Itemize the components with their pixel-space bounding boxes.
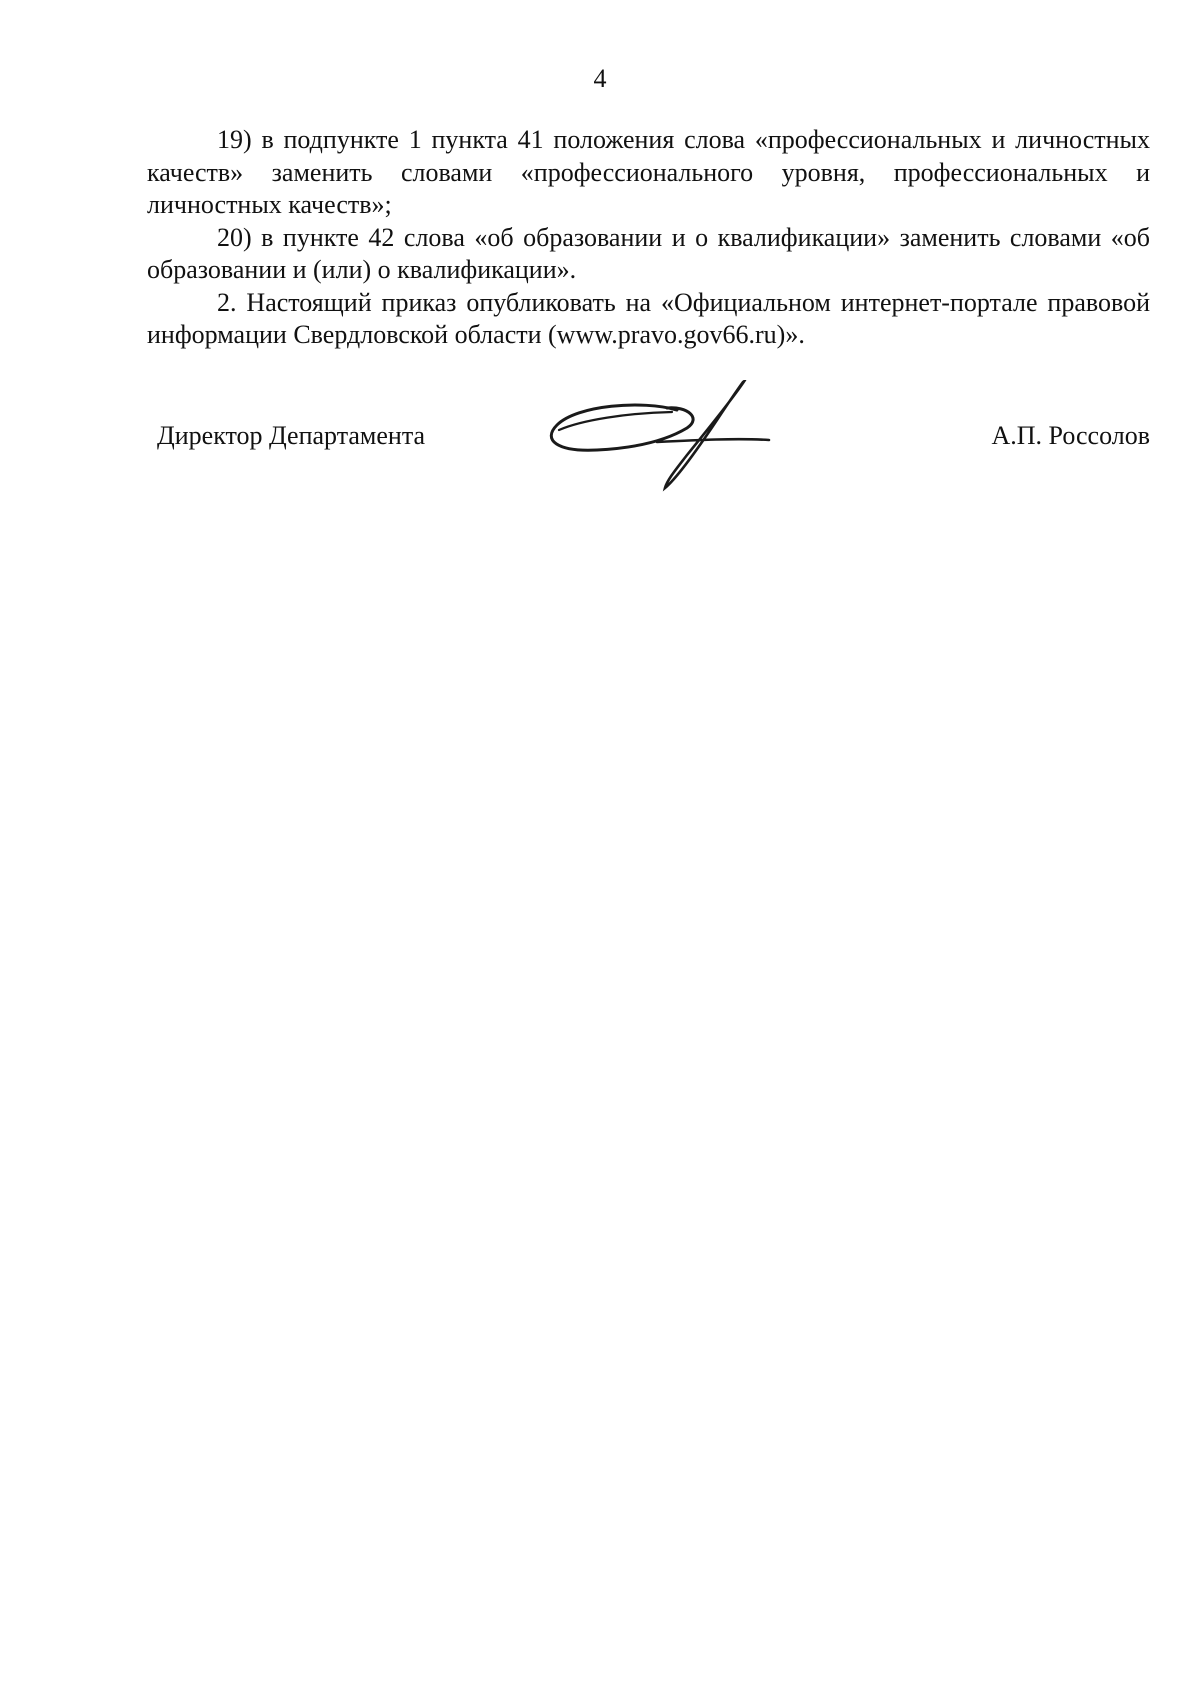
signer-name: А.П. Россолов bbox=[991, 421, 1150, 450]
page-number: 4 bbox=[593, 64, 607, 93]
signer-position: Директор Департамента bbox=[157, 421, 426, 450]
handwritten-signature-icon bbox=[537, 380, 777, 500]
signature-block bbox=[147, 380, 1150, 500]
paragraph-item-20: 20) в пункте 42 слова «об образовании и о квалификации» заменить словами «об образовании и (или) о квалификации». bbox=[147, 222, 1150, 284]
document-body bbox=[147, 124, 1150, 352]
paragraph-item-19: 19) в подпункте 1 пункта 41 положения слова «профессиональных и личностных качеств» заменить словами «профессионального уровня, профессиональных и личностных качеств»; bbox=[147, 125, 1150, 219]
paragraph-publication: 2. Настоящий приказ опубликовать на «Официальном интернет-портале правовой информации Свердловской области (www.pravo.gov66.ru)». bbox=[147, 287, 1150, 349]
